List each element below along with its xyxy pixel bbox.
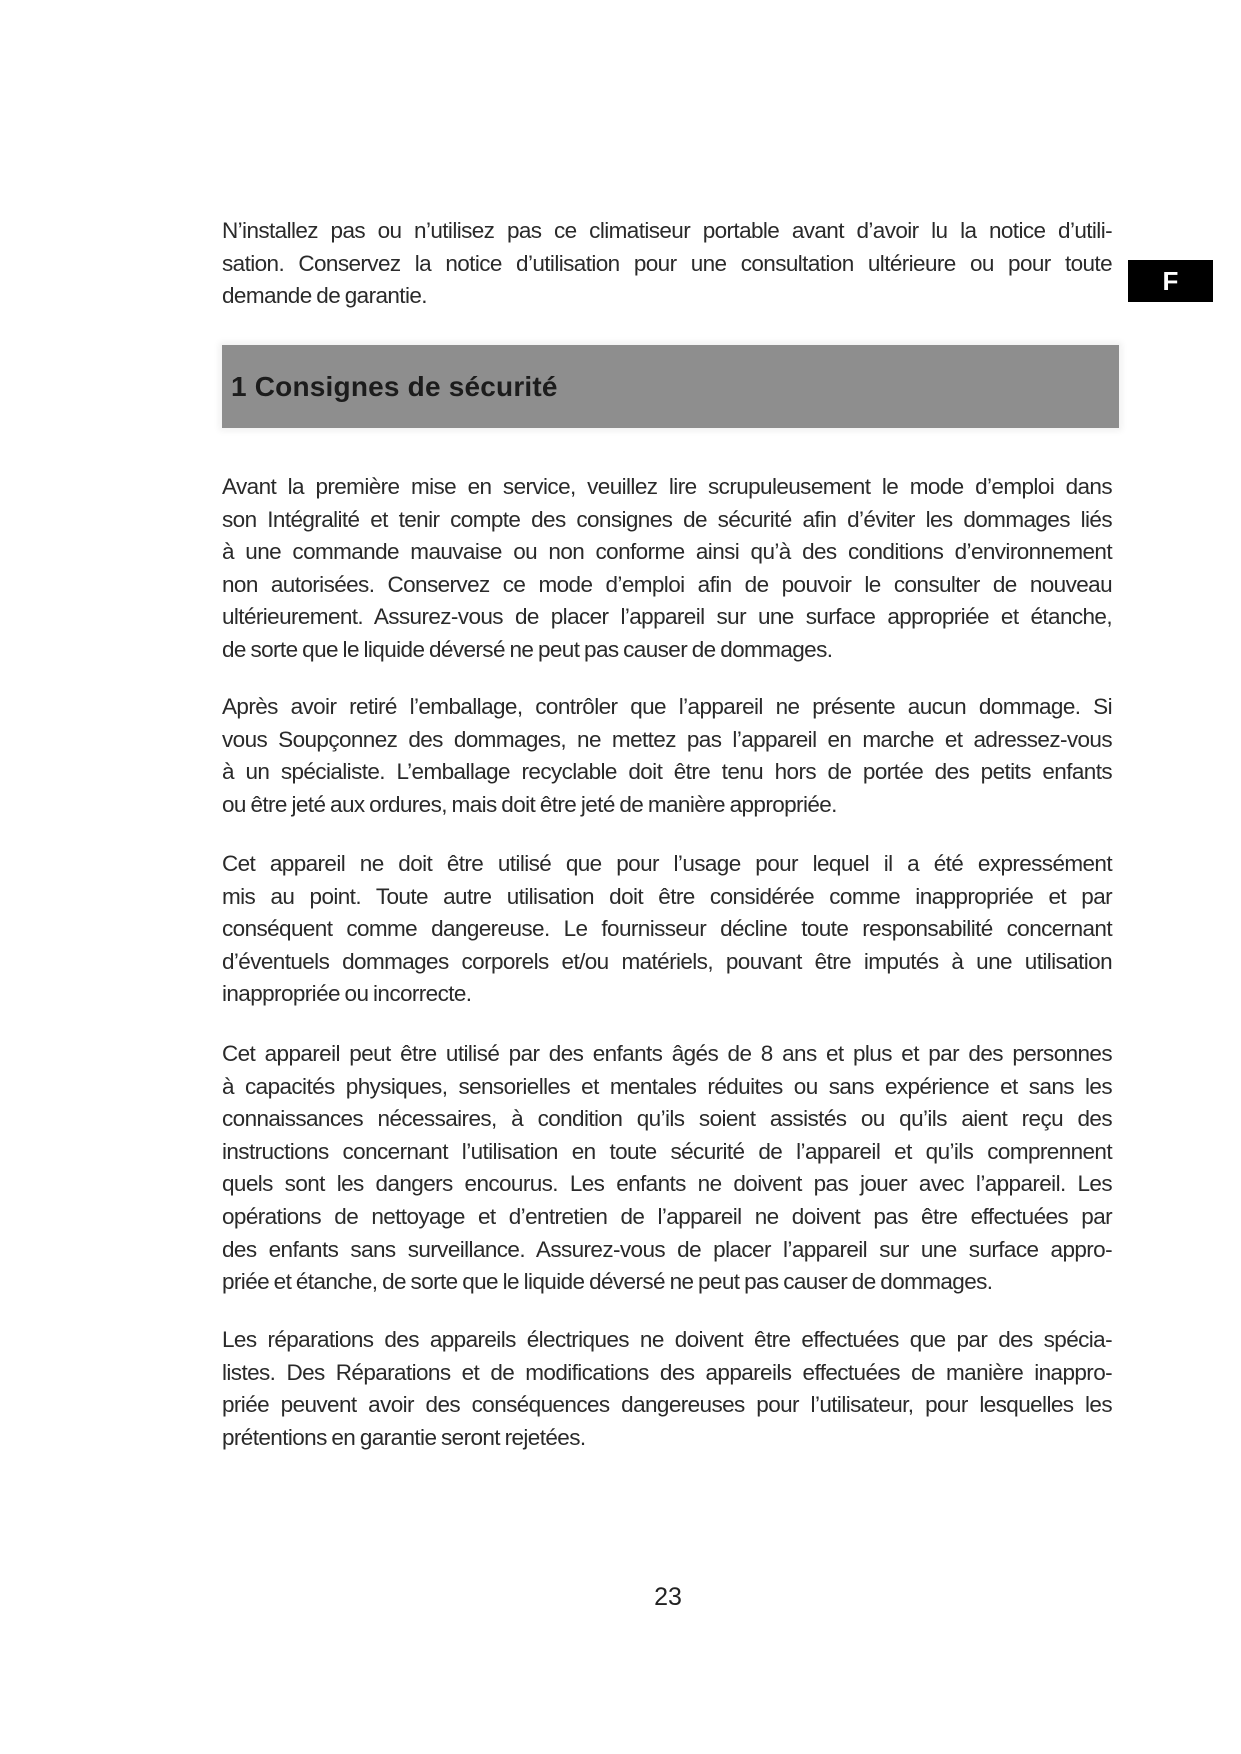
section-heading-bar [222, 345, 1119, 428]
text-line: listes. Des Réparations et de modifications des appareils effectuées de manière inappro- [222, 1359, 1112, 1385]
text-line: quels sont les dangers encourus. Les enfants ne doivent pas jouer avec l’appareil. Les [222, 1171, 1112, 1197]
text-line: priée et étanche, de sorte que le liquide déversé ne peut pas causer de dommages. [222, 1269, 993, 1295]
body-paragraph [222, 471, 1112, 667]
text-line: Avant la première mise en service, veuillez lire scrupuleusement le mode d’emploi dans [222, 474, 1112, 499]
body-paragraph [222, 1038, 1112, 1299]
text-line: d’éventuels dommages corporels et/ou matériels, pouvant être imputés à une utilisation [222, 948, 1112, 974]
language-tab-marker: F [1128, 260, 1213, 302]
text-line: ou être jeté aux ordures, mais doit être jeté de manière appropriée. [222, 791, 837, 817]
text-line: des enfants sans surveillance. Assurez-vous de placer l’appareil sur une surface appro- [222, 1236, 1112, 1262]
text-line: son Intégralité et tenir compte des consignes de sécurité afin d’éviter les dommages liés [222, 506, 1112, 532]
section-heading: 1 Consignes de sécurité [231, 371, 558, 402]
text-line: ultérieurement. Assurez-vous de placer l’appareil sur une surface appropriée et étanche, [222, 604, 1112, 630]
text-line: à une commande mauvaise ou non conforme ainsi qu’à des conditions d’environnement [222, 539, 1112, 565]
text-line: Cet appareil ne doit être utilisé que pour l’usage pour lequel il a été expressément [222, 851, 1112, 876]
text-line: sation. Conservez la notice d’utilisation pour une consultation ultérieure ou pour toute [222, 250, 1112, 276]
text-line: instructions concernant l’utilisation en toute sécurité de l’appareil et qu’ils comprennent [222, 1138, 1112, 1164]
text-line: Après avoir retiré l’emballage, contrôler que l’appareil ne présente aucun dommage. Si [222, 694, 1112, 719]
text-line: prétentions en garantie seront rejetées. [222, 1424, 586, 1450]
body-paragraph [222, 691, 1112, 821]
text-line: vous Soupçonnez des dommages, ne mettez pas l’appareil en marche et adressez-vous [222, 726, 1112, 752]
text-line: à capacités physiques, sensorielles et mentales réduites ou sans expérience et sans les [222, 1073, 1112, 1099]
text-line: non autorisées. Conservez ce mode d’emploi afin de pouvoir le consulter de nouveau [222, 571, 1112, 597]
body-paragraph [222, 848, 1112, 1011]
text-line: priée peuvent avoir des conséquences dangereuses pour l’utilisateur, pour lesquelles les [222, 1392, 1112, 1418]
text-line: mis au point. Toute autre utilisation doit être considérée comme inappropriée et par [222, 883, 1112, 909]
text-line: conséquent comme dangereuse. Le fournisseur décline toute responsabilité concernant [222, 916, 1112, 942]
text-line: N’installez pas ou n’utilisez pas ce climatiseur portable avant d’avoir lu la notice d’utili- [222, 218, 1112, 243]
text-line: Cet appareil peut être utilisé par des enfants âgés de 8 ans et plus et par des personnes [222, 1041, 1112, 1066]
text-line: opérations de nettoyage et d’entretien de l’appareil ne doivent pas être effectuées par [222, 1203, 1112, 1229]
text-line: Les réparations des appareils électriques ne doivent être effectuées que par des spécia- [222, 1327, 1112, 1352]
text-line: connaissances nécessaires, à condition qu’ils soient assistés ou qu’ils aient reçu des [222, 1106, 1112, 1132]
text-line: inappropriée ou incorrecte. [222, 981, 472, 1007]
intro-paragraph [222, 215, 1112, 313]
body-paragraph [222, 1324, 1112, 1454]
text-line: à un spécialiste. L’emballage recyclable doit être tenu hors de portée des petits enfants [222, 759, 1112, 785]
text-line: de sorte que le liquide déversé ne peut pas causer de dommages. [222, 636, 833, 662]
text-line: demande de garantie. [222, 283, 427, 309]
page-number: 23 [654, 1583, 682, 1611]
